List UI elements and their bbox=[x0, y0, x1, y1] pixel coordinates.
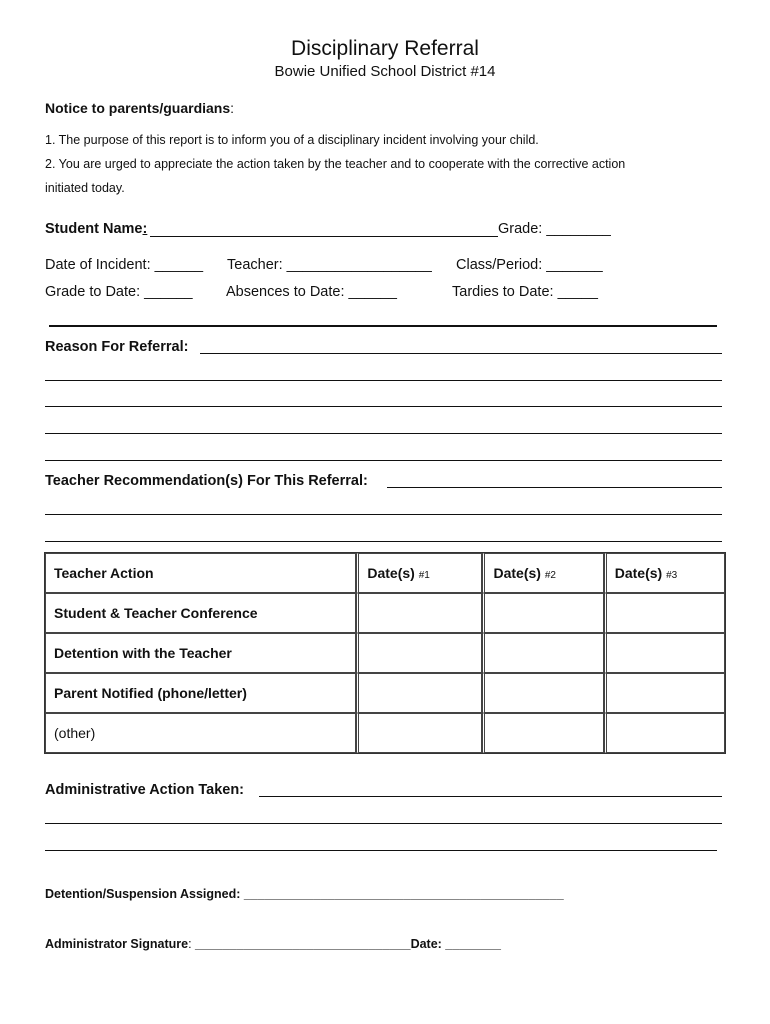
reason-line-1[interactable] bbox=[200, 353, 722, 354]
header-dates-1-label: Date(s) bbox=[367, 565, 415, 581]
student-name-text: Student Name bbox=[45, 221, 143, 237]
row-action-label: Detention with the Teacher bbox=[45, 633, 356, 673]
table-row bbox=[45, 673, 725, 713]
header-dates-2-label: Date(s) bbox=[493, 565, 541, 581]
district-subtitle: Bowie Unified School District #14 bbox=[274, 63, 496, 80]
notice-heading-colon: : bbox=[230, 100, 235, 116]
header-dates-1-num: #1 bbox=[418, 570, 430, 581]
date-cell-1[interactable] bbox=[356, 713, 482, 753]
signature-date-field[interactable]: Date: ________ bbox=[410, 937, 501, 951]
date-cell-2[interactable] bbox=[482, 633, 603, 673]
date-cell-3[interactable] bbox=[604, 673, 725, 713]
admin-action-line-1[interactable] bbox=[259, 796, 722, 797]
row-action-label: Student & Teacher Conference bbox=[45, 593, 356, 633]
tardies-field[interactable]: Tardies to Date: _____ bbox=[452, 284, 598, 300]
notice-item-2-cont: initiated today. bbox=[45, 181, 125, 195]
admin-action-line-3[interactable] bbox=[45, 850, 717, 851]
reason-line-4[interactable] bbox=[45, 433, 722, 434]
signature-line[interactable]: _______________________________ bbox=[195, 937, 411, 951]
date-cell-3[interactable] bbox=[604, 713, 725, 753]
table-row bbox=[45, 713, 725, 753]
section-divider bbox=[49, 325, 717, 327]
grade-to-date-field[interactable]: Grade to Date: ______ bbox=[45, 284, 193, 300]
row-action-label: (other) bbox=[45, 713, 356, 753]
teacher-action-table bbox=[44, 552, 726, 754]
header-dates-3 bbox=[604, 553, 725, 593]
date-cell-1[interactable] bbox=[356, 633, 482, 673]
recommendation-line-2[interactable] bbox=[45, 514, 722, 515]
date-cell-2[interactable] bbox=[482, 593, 603, 633]
teacher-field[interactable]: Teacher: __________________ bbox=[227, 257, 432, 273]
notice-heading bbox=[45, 100, 234, 116]
reason-line-3[interactable] bbox=[45, 406, 722, 407]
header-dates-3-num: #3 bbox=[666, 570, 678, 581]
signature-colon: : bbox=[188, 937, 192, 951]
date-cell-1[interactable] bbox=[356, 673, 482, 713]
admin-action-label: Administrative Action Taken: bbox=[45, 782, 245, 798]
date-cell-3[interactable] bbox=[604, 593, 725, 633]
detention-suspension-field[interactable]: Detention/Suspension Assigned: ______________________________________________ bbox=[45, 887, 564, 901]
administrator-signature-row bbox=[45, 937, 501, 951]
header-dates-2-num: #2 bbox=[544, 570, 556, 581]
notice-item-1: 1. The purpose of this report is to inform you of a disciplinary incident involving your child. bbox=[45, 133, 539, 147]
date-of-incident-field[interactable]: Date of Incident: ______ bbox=[45, 257, 204, 273]
notice-heading-text: Notice to parents/guardians bbox=[45, 100, 231, 116]
table-header-row bbox=[45, 553, 725, 593]
recommendation-line-3[interactable] bbox=[45, 541, 722, 542]
row-action-label: Parent Notified (phone/letter) bbox=[45, 673, 356, 713]
recommendation-line-1[interactable] bbox=[387, 487, 722, 488]
table-row bbox=[45, 633, 725, 673]
student-name-colon: : bbox=[142, 221, 148, 237]
admin-action-line-2[interactable] bbox=[45, 823, 722, 824]
signature-label: Administrator Signature bbox=[45, 937, 189, 951]
recommendation-label: Teacher Recommendation(s) For This Referral: bbox=[45, 473, 368, 489]
reason-line-2[interactable] bbox=[45, 380, 722, 381]
student-name-field[interactable] bbox=[150, 236, 498, 237]
reason-label: Reason For Referral: bbox=[45, 339, 189, 355]
absences-field[interactable]: Absences to Date: ______ bbox=[226, 284, 397, 300]
student-name-label bbox=[45, 221, 147, 237]
date-cell-2[interactable] bbox=[482, 713, 603, 753]
header-dates-1 bbox=[356, 553, 482, 593]
class-period-field[interactable]: Class/Period: _______ bbox=[456, 257, 603, 273]
page-title: Disciplinary Referral bbox=[291, 37, 479, 60]
header-dates-3-label: Date(s) bbox=[614, 565, 663, 581]
reason-line-5[interactable] bbox=[45, 460, 722, 461]
table-row bbox=[45, 593, 725, 633]
notice-item-2: 2. You are urged to appreciate the action taken by the teacher and to cooperate with the corrective action bbox=[45, 157, 626, 171]
header-dates-2 bbox=[482, 553, 603, 593]
grade-field[interactable]: Grade: ________ bbox=[498, 221, 611, 237]
date-cell-2[interactable] bbox=[482, 673, 603, 713]
date-cell-3[interactable] bbox=[604, 633, 725, 673]
date-cell-1[interactable] bbox=[356, 593, 482, 633]
header-teacher-action: Teacher Action bbox=[45, 553, 356, 593]
